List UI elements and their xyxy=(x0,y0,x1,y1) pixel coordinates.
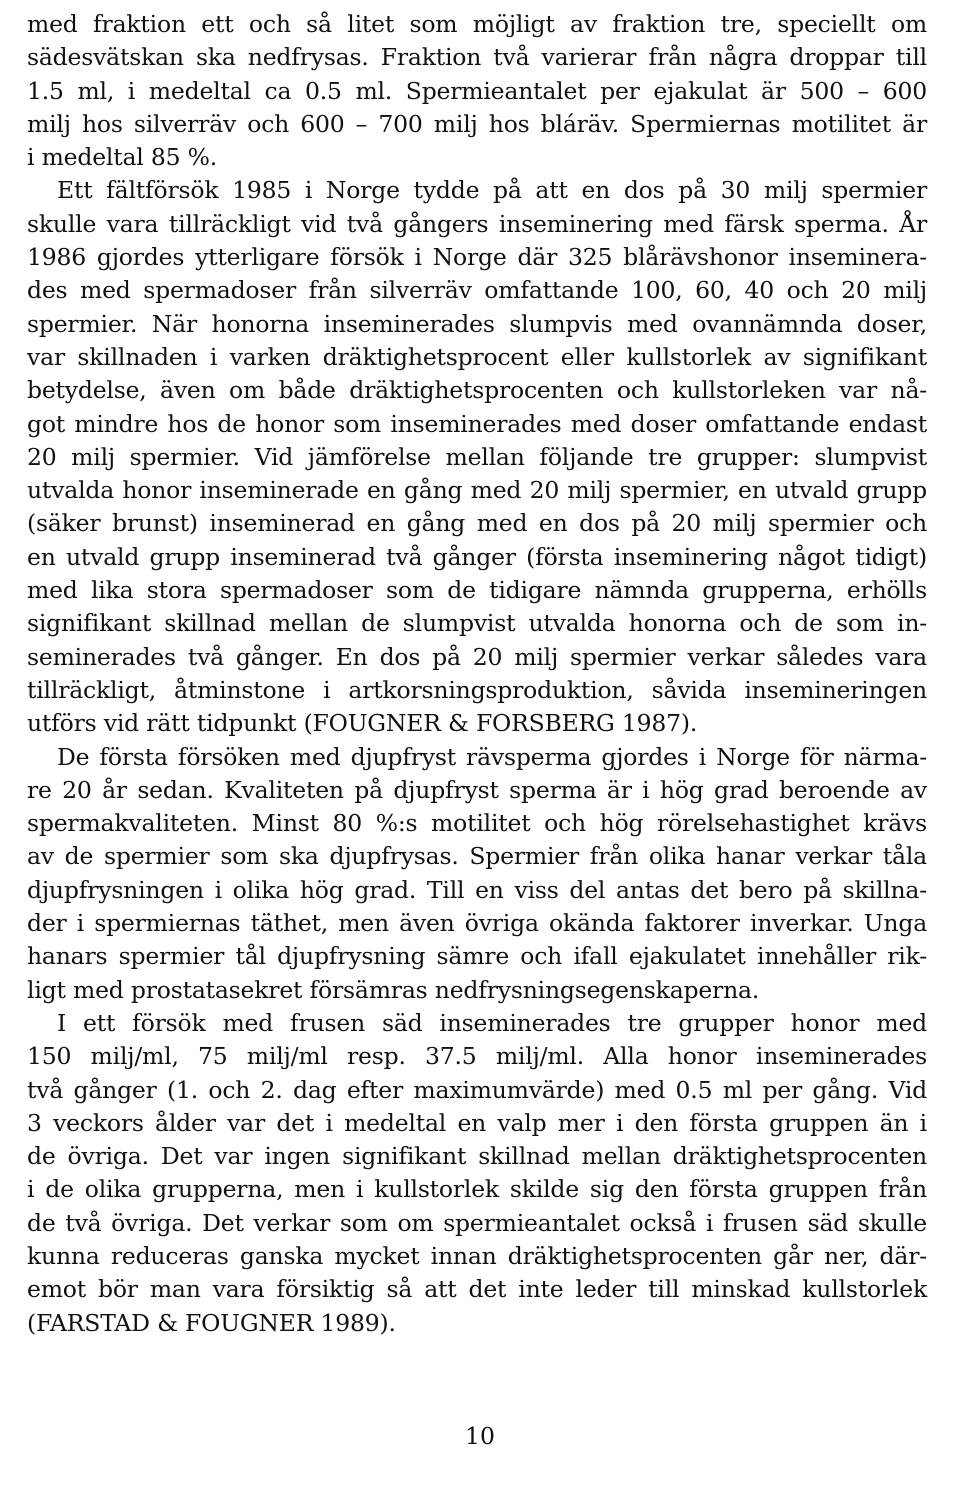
text-line: med fraktion ett och så litet som möjligt av fraktion tre, speciellt om xyxy=(27,10,927,38)
text-line: signifikant skillnad mellan de slumpvist utvalda honorna och de som in- xyxy=(27,609,927,638)
text-line: milj hos silverräv och 600 – 700 milj hos bláräv. Spermiernas motilitet är xyxy=(27,109,927,138)
text-line: 20 milj spermier. Vid jämförelse mellan följande tre grupper: slumpvist xyxy=(27,442,927,471)
text-line: seminerades två gånger. En dos på 20 milj spermier verkar således vara xyxy=(27,642,927,671)
text-line: 3 veckors ålder var det i medeltal en valp mer i den första gruppen än i xyxy=(27,1108,927,1137)
text-line: utvalda honor inseminerade en gång med 20 milj spermier, en utvald grupp xyxy=(27,476,927,505)
page-number: 10 xyxy=(465,1422,495,1450)
text-line: der i spermiernas täthet, men även övriga okända faktorer inverkar. Unga xyxy=(27,909,927,938)
text-line: de övriga. Det var ingen signifikant skillnad mellan dräktighetsprocenten xyxy=(27,1142,927,1171)
text-line: 1.5 ml, i medeltal ca 0.5 ml. Spermieantalet per ejakulat är 500 – 600 xyxy=(27,76,927,105)
text-line: av de spermier som ska djupfrysas. Spermier från olika hanar verkar tåla xyxy=(27,842,927,871)
text-line: två gånger (1. och 2. dag efter maximumvärde) med 0.5 ml per gång. Vid xyxy=(27,1075,927,1104)
text-line: (FARSTAD & FOUGNER 1989). xyxy=(27,1308,396,1337)
text-line: sädesvätskan ska nedfrysas. Fraktion två varierar från några droppar till xyxy=(27,43,927,72)
text-line: djupfrysningen i olika hög grad. Till en viss del antas det bero på skillna- xyxy=(27,875,927,904)
text-line: 1986 gjordes ytterligare försök i Norge där 325 blårävshonor inseminera- xyxy=(27,243,927,272)
text-line: tillräckligt, åtminstone i artkorsningsproduktion, såvida insemineringen xyxy=(27,675,927,704)
text-line: I ett försök med frusen säd inseminerades tre grupper honor med xyxy=(57,1008,927,1037)
text-line: De första försöken med djupfryst rävsperma gjordes i Norge för närma- xyxy=(57,742,927,771)
text-line: re 20 år sedan. Kvaliteten på djupfryst sperma är i hög grad beroende av xyxy=(27,775,927,804)
text-line: betydelse, även om både dräktighetsprocenten och kullstorleken var nå- xyxy=(27,376,927,405)
body-text xyxy=(27,8,927,1340)
text-line: spermier. När honorna inseminerades slumpvis med ovannämnda doser, xyxy=(27,309,927,338)
text-line: (säker brunst) inseminerad en gång med en dos på 20 milj spermier och xyxy=(27,509,927,538)
text-line: hanars spermier tål djupfrysning sämre och ifall ejakulatet innehåller rik- xyxy=(27,942,927,971)
text-line: de två övriga. Det verkar som om spermieantalet också i frusen säd skulle xyxy=(27,1208,927,1237)
text-line: kunna reduceras ganska mycket innan dräktighetsprocenten går ner, där- xyxy=(27,1241,927,1270)
text-line: got mindre hos de honor som inseminerades med doser omfattande endast xyxy=(27,409,927,438)
text-line: spermakvaliteten. Minst 80 %:s motilitet och hög rörelsehastighet krävs xyxy=(27,809,927,838)
text-line: ligt med prostatasekret försämras nedfrysningsegenskaperna. xyxy=(27,975,760,1004)
text-line: des med spermadoser från silverräv omfattande 100, 60, 40 och 20 milj xyxy=(27,276,927,305)
text-line: en utvald grupp inseminerad två gånger (första inseminering något tidigt) xyxy=(27,542,927,571)
text-line: i de olika grupperna, men i kullstorlek skilde sig den första gruppen från xyxy=(27,1175,927,1204)
text-line: utförs vid rätt tidpunkt (FOUGNER & FORSBERG 1987). xyxy=(27,709,698,738)
text-line: 150 milj/ml, 75 milj/ml resp. 37.5 milj/ml. Alla honor inseminerades xyxy=(27,1042,927,1071)
text-line: Ett fältförsök 1985 i Norge tydde på att en dos på 30 milj spermier xyxy=(57,176,927,205)
text-line: emot bör man vara försiktig så att det inte leder till minskad kullstorlek xyxy=(27,1275,927,1304)
text-line: i medeltal 85 %. xyxy=(27,143,218,172)
text-line: med lika stora spermadoser som de tidigare nämnda grupperna, erhölls xyxy=(27,576,927,605)
text-line: skulle vara tillräckligt vid två gångers inseminering med färsk sperma. År xyxy=(27,209,927,238)
text-line: var skillnaden i varken dräktighetsprocent eller kullstorlek av signifikant xyxy=(27,342,927,371)
